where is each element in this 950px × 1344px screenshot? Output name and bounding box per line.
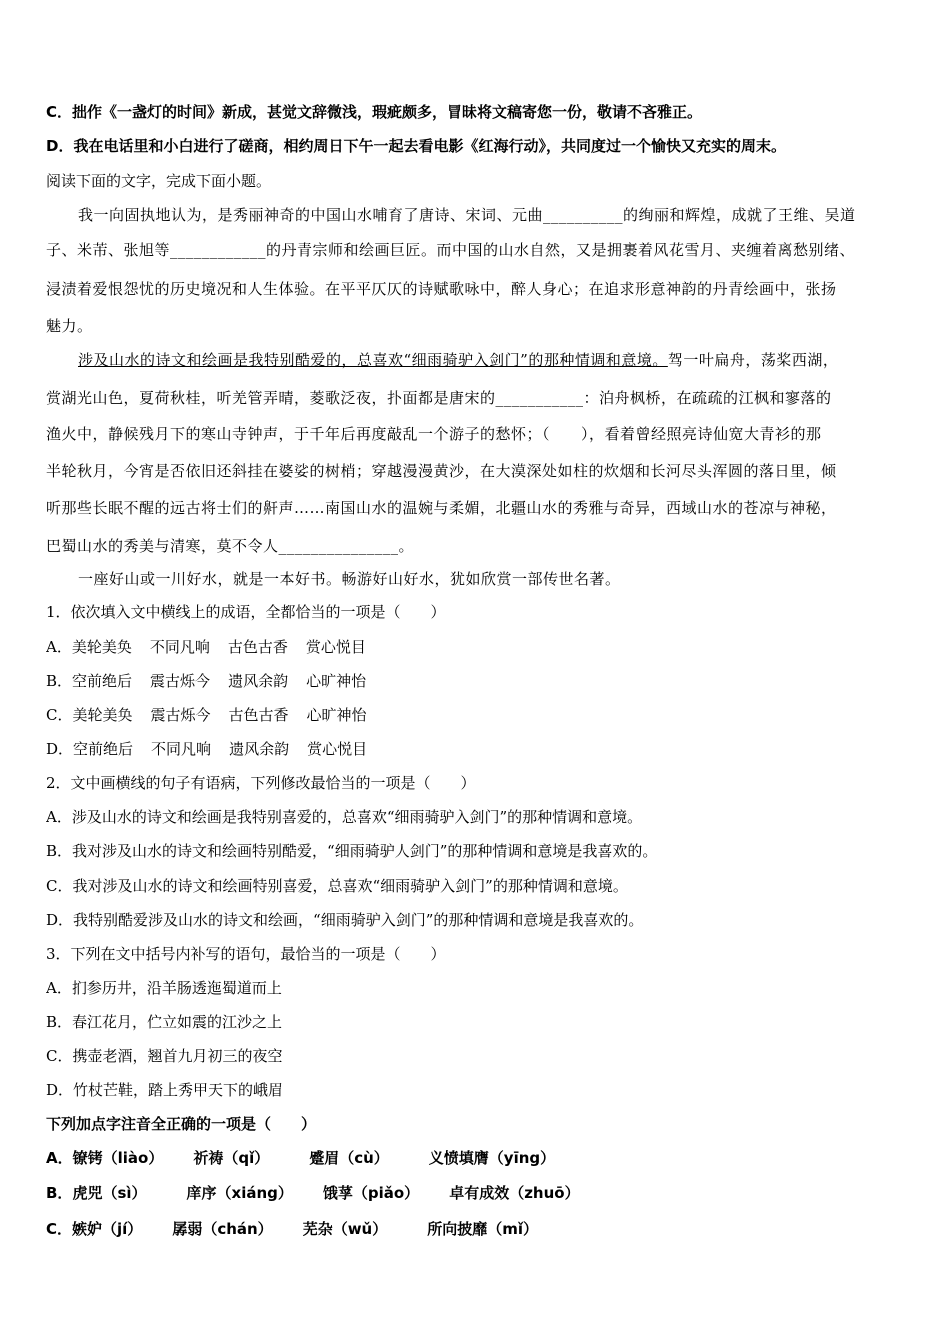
option-item: 义愤填膺（yīng）	[428, 1149, 556, 1167]
option-item: 赏心悦目	[305, 638, 366, 656]
passage-p1-line1: 我一向固执地认为，是秀丽神奇的中国山水哺育了唐诗、宋词、元曲__________的绚丽和辉煌，成就了王维、吴道	[78, 206, 856, 224]
option-item: 古色古香	[227, 638, 288, 656]
q4-option-a	[46, 1148, 908, 1168]
option-item: 心旷神怡	[306, 706, 367, 724]
passage-p2-line6: 巴蜀山水的秀美与清寒，莫不令人_______________。	[46, 537, 415, 555]
option-item: 震古烁今	[150, 706, 211, 724]
q4-option-b	[46, 1183, 908, 1203]
passage-p2-line3: 渔火中，静候残月下的寒山寺钟声，于千年后再度敲乱一个游子的愁怀；（ ），看着曾经照亮诗仙宽大青衫的那	[46, 425, 822, 443]
option-item: 不同凡响	[151, 740, 212, 758]
option-item: 孱弱（chán）	[172, 1220, 273, 1238]
option-item: 祈祷（qǐ）	[193, 1149, 270, 1167]
option-item: 遗风余韵	[228, 672, 289, 690]
option-item: 镣铐（liào）	[72, 1149, 164, 1167]
option-item: 心旷神怡	[306, 672, 367, 690]
q1-stem: 1．依次填入文中横线上的成语，全都恰当的一项是（ ）	[46, 603, 446, 621]
passage-p2-line4: 半轮秋月，今宵是否依旧还斜挂在婆娑的树梢；穿越漫漫黄沙，在大漠深处如柱的炊烟和长河尽头浑圆的落日里，倾	[46, 462, 837, 480]
option-label: C．	[46, 706, 73, 724]
q3-option-b: B．春江花月，伫立如震的江沙之上	[46, 1013, 283, 1031]
passage-p2-line2: 赏湖光山色，夏荷秋桂，听羌管弄晴，菱歌泛夜，扑面都是唐宋的___________：泊舟枫桥，在疏疏的江枫和寥落的	[46, 389, 832, 407]
q2-option-b: B．我对涉及山水的诗文和绘画特别酷爱，“细雨骑驴人剑门”的那种情调和意境是我喜欢的。	[46, 842, 658, 860]
option-label: A．	[46, 638, 72, 656]
option-item: 虎兕（sì）	[72, 1184, 147, 1202]
option-label: C．	[46, 1220, 73, 1238]
option-item: 震古烁今	[150, 672, 211, 690]
option-item: 空前绝后	[73, 740, 134, 758]
q4-stem: 下列加点字注音全正确的一项是（ ）	[46, 1115, 317, 1133]
q1-option-b	[46, 671, 908, 691]
option-item: 嫉妒（jí）	[72, 1220, 143, 1238]
passage-p1-line4: 魅力。	[46, 317, 93, 335]
option-item: 饿莩（piǎo）	[322, 1184, 420, 1202]
option-item: 美轮美奂	[72, 706, 133, 724]
underlined-sentence: 涉及山水的诗文和绘画是我特别酷爱的，总喜欢“细雨骑驴入剑门”的那种情调和意境。	[78, 351, 668, 369]
option-item: 芜杂（wǔ）	[302, 1220, 388, 1238]
option-item: 遗风余韵	[229, 740, 290, 758]
q1-option-d	[46, 739, 908, 759]
q3-option-a: A．扪参历井，沿羊肠透迤蜀道而上	[46, 979, 282, 997]
q2-option-d: D．我特别酷爱涉及山水的诗文和绘画，“细雨骑驴入剑门”的那种情调和意境是我喜欢的。	[46, 911, 644, 929]
option-item: 卓有成效（zhuō）	[449, 1184, 580, 1202]
q3-option-d: D．竹杖芒鞋，踏上秀甲天下的峨眉	[46, 1081, 284, 1099]
option-c-previous-question: C．拙作《一盏灯的时间》新成，甚觉文辞微浅，瑕疵颇多，冒昧将文稿寄您一份，敬请不吝雅正。	[46, 103, 703, 121]
option-label: B．	[46, 1184, 73, 1202]
q2-option-c: C．我对涉及山水的诗文和绘画特别喜爱，总喜欢“细雨骑驴入剑门”的那种情调和意境。	[46, 877, 628, 895]
option-item: 庠序（xiáng）	[186, 1184, 293, 1202]
q4-option-c	[46, 1219, 908, 1239]
option-item: 空前绝后	[72, 672, 133, 690]
passage-p2-line5: 听那些长眠不醒的远古将士们的鼾声……南国山水的温婉与柔媚，北疆山水的秀雅与奇异，西域山水的苍凉与神秘，	[46, 499, 837, 517]
passage-p1-line2: 子、米芾、张旭等____________的丹青宗师和绘画巨匠。而中国的山水自然，又是拥裹着风花雪月、夹缠着离愁别绪、	[46, 241, 856, 259]
option-item: 所向披靡（mǐ）	[427, 1220, 539, 1238]
q2-option-a: A．涉及山水的诗文和绘画是我特别喜爱的，总喜欢“细雨骑驴入剑门”的那种情调和意境。	[46, 808, 643, 826]
passage-p2-line1	[78, 350, 908, 370]
option-item: 蹙眉（cù）	[309, 1149, 389, 1167]
option-item: 不同凡响	[149, 638, 210, 656]
option-item: 古色古香	[228, 706, 289, 724]
option-label: A．	[46, 1149, 73, 1167]
q3-option-c: C．携壶老酒，翘首九月初三的夜空	[46, 1047, 283, 1065]
q1-option-a	[46, 637, 908, 657]
passage-p3: 一座好山或一川好水，就是一本好书。畅游好山好水，犹如欣赏一部传世名著。	[78, 570, 621, 588]
q1-option-c	[46, 705, 908, 725]
option-label: B．	[46, 672, 73, 690]
passage-p1-line3: 浸渍着爱恨怨忧的历史境况和人生体验。在平平仄仄的诗赋歌咏中，醉人身心；在追求形意神韵的丹青绘画中，张扬	[46, 280, 837, 298]
option-label: D．	[46, 740, 74, 758]
q2-stem: 2．文中画横线的句子有语病，下列修改最恰当的一项是（ ）	[46, 774, 476, 792]
q3-stem: 3．下列在文中括号内补写的语句，最恰当的一项是（ ）	[46, 945, 446, 963]
option-item: 美轮美奂	[71, 638, 132, 656]
option-item: 赏心悦目	[307, 740, 368, 758]
passage-p2-line1-rest: 驾一叶扁舟，荡桨西湖，	[667, 351, 839, 369]
reading-instruction: 阅读下面的文字，完成下面小题。	[46, 172, 272, 190]
option-d-previous-question: D．我在电话里和小白进行了磋商，相约周日下午一起去看电影《红海行动》，共同度过一个愉快又充实的周末。	[46, 137, 786, 155]
